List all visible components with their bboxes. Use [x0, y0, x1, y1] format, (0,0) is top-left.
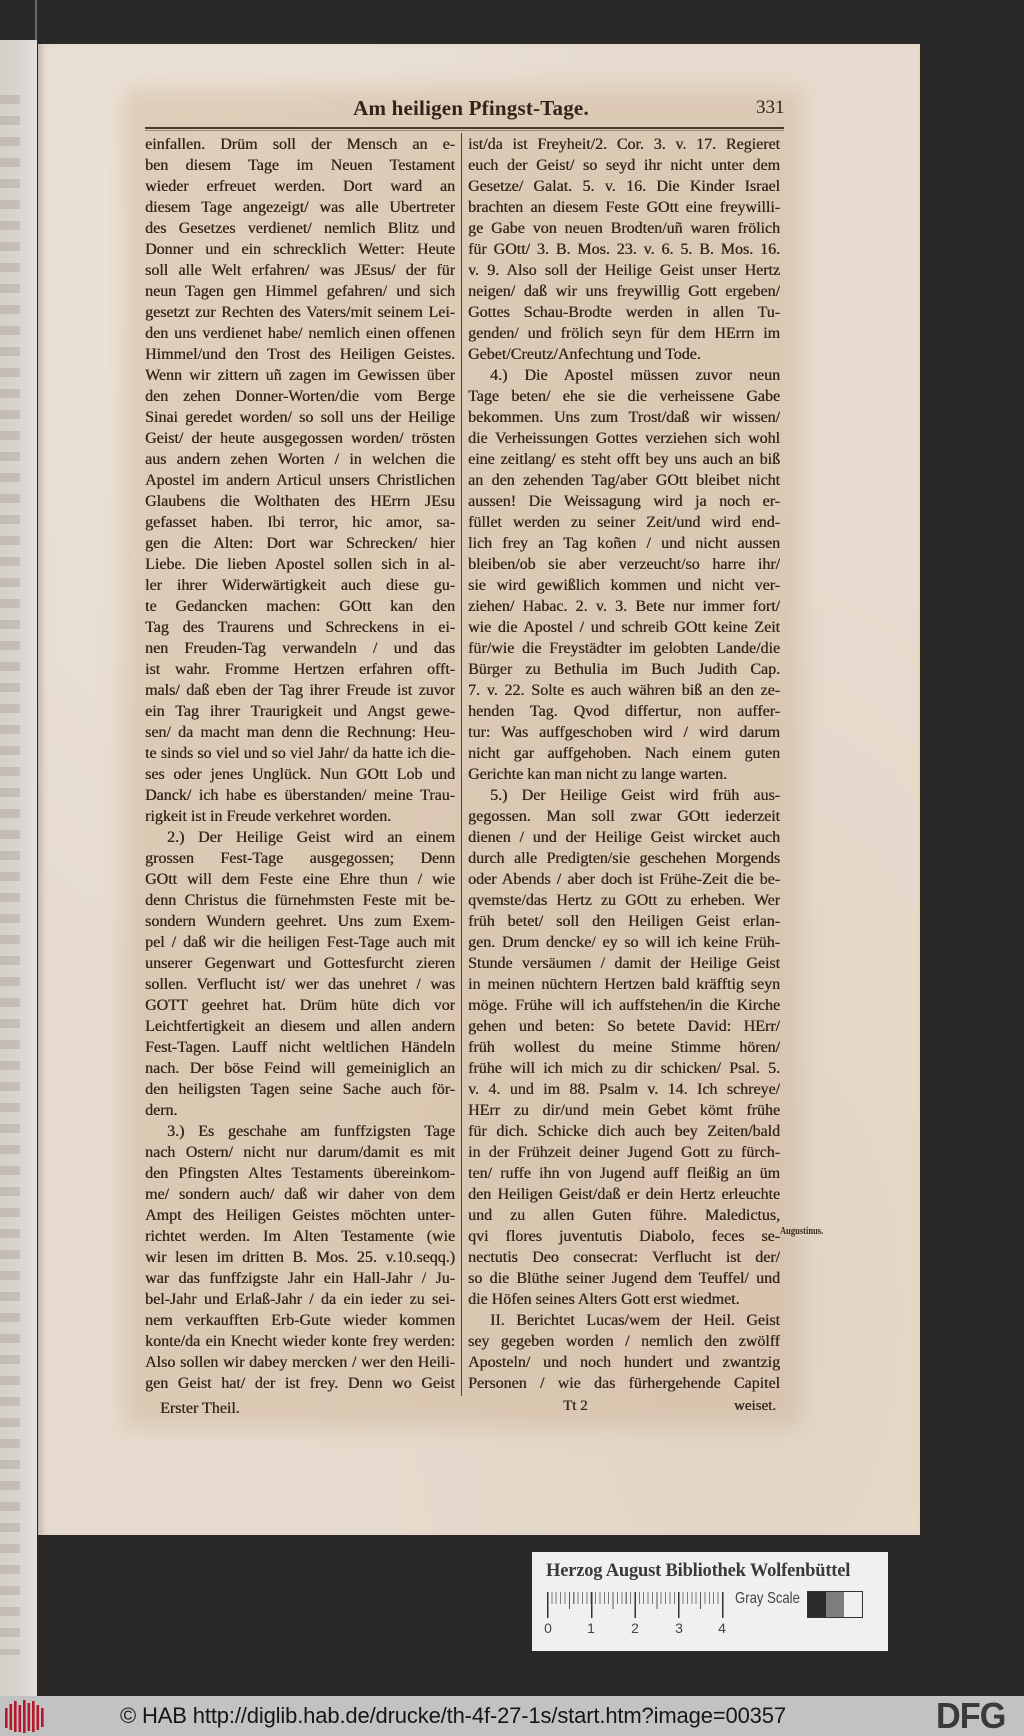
text-line: Apostel im andern Articul unsers Christlichen: [145, 472, 455, 489]
text-line: ler ihrer Widerwärtigkeit auch diese gu-: [145, 577, 455, 594]
text-line: nach. Der böse Feind will gemeiniglich an: [145, 1060, 455, 1077]
text-line: tur: Was auffgeschoben wird / wird darum: [468, 724, 780, 741]
text-line: Bürger zu Bethulia im Buch Judith Cap.: [468, 661, 780, 678]
text-line: sondern Wundern geehret. Uns zum Exem-: [145, 913, 455, 930]
text-line: wir lesen im dritten B. Mos. 25. v.10.seqq.): [145, 1249, 455, 1266]
text-line: sey gegeben worden / nemlich den zwölff: [468, 1333, 780, 1350]
text-line: rigkeit ist in Freude verkehret worden.: [145, 808, 392, 825]
text-line: den uns verdienet habe/ nemlich einen offenen: [145, 325, 455, 342]
text-line: GOtt will dem Feste eine Ehre thun / wie: [145, 871, 455, 888]
text-line: den Heiligen Geist/daß er dein Hertz erleuchte: [468, 1186, 780, 1203]
gray-swatch-white: [844, 1592, 862, 1617]
text-line: an den zehenden Tag/aber GOtt bleibet nicht: [468, 472, 780, 489]
right-column: [468, 134, 780, 1394]
text-line: Stunde versäumen / damit der Heilige Geist: [468, 955, 780, 972]
text-line: Fest-Tagen. Lauff nicht weltlichen Händeln: [145, 1039, 455, 1056]
section-start-line: II. Berichtet Lucas/wem der Heil. Geist: [490, 1312, 780, 1329]
text-line: gehen und beten: So betete David: HErr/: [468, 1018, 780, 1035]
text-line: GOTT geehret hat. Drüm hüte dich vor: [145, 997, 455, 1014]
text-line: richtet werden. Im Alten Testamente (wie: [145, 1228, 455, 1245]
text-line: Glaubens die Wolthaten des HErrn JEsu: [145, 493, 455, 510]
copyright-credit: © HAB http://diglib.hab.de/drucke/th-4f-27-1s/start.htm?image=00357: [120, 1703, 786, 1728]
institution-name: Herzog August Bibliothek Wolfenbüttel: [546, 1561, 851, 1581]
text-line: qvemste/das Hertz zu GOtt zu erheben. Wer: [468, 892, 780, 909]
scanner-glass-edge: [35, 0, 37, 1696]
text-line: für/wie die Freystädter im gelobten Lande/die: [468, 640, 780, 657]
text-line: einfallen. Drüm soll der Mensch an e-: [145, 136, 455, 153]
text-line: bleiben/ob sie aber verzeucht/so harre ihr/: [468, 556, 780, 573]
text-line: Tage beten/ ehe sie die verheissene Gabe: [468, 388, 780, 405]
text-line: Gesetze/ Galat. 5. v. 16. Die Kinder Israel: [468, 178, 780, 195]
text-line: so die Blüthe seiner Jugend dem Teuffel/ und: [468, 1270, 780, 1287]
text-line: Danck/ ich habe es überstanden/ meine Trau-: [145, 787, 455, 804]
text-line: gesetzt zur Rechten des Vaters/mit seinem Lei-: [145, 304, 455, 321]
section-start-line: 2.) Der Heilige Geist wird an einem: [167, 829, 455, 846]
text-line: oder Abends / aber doch ist Frühe-Zeit die be-: [468, 871, 780, 888]
text-line: den Pfingsten Altes Testaments übereinkom-: [145, 1165, 455, 1182]
ruler-label: 2: [631, 1620, 639, 1636]
text-line: lich frey an Tag koñen / und nicht aussen: [468, 535, 780, 552]
text-line: Donner und ein schrecklich Wetter: Heute: [145, 241, 455, 258]
ruler-label: 4: [718, 1620, 726, 1636]
text-line: ge Gabe von neuen Brodten/uñ waren frölich: [468, 220, 780, 237]
text-line: Gerichte kan man nicht zu lange warten.: [468, 766, 727, 783]
hab-logo-icon: [4, 1699, 48, 1734]
section-start-line: 5.) Der Heilige Geist wird früh aus-: [490, 787, 780, 804]
text-line: denn Christus die fürnehmsten Feste mit be-: [145, 892, 455, 909]
text-line: Gebet/Creutz/Anfechtung und Tode.: [468, 346, 701, 363]
text-line: unserer Gegenwart und Gottesfurcht zieren: [145, 955, 455, 972]
text-line: die Höfen seines Alters Gott erst wiedmet.: [468, 1291, 740, 1308]
text-line: Ampt des Heiligen Geistes möchten unter-: [145, 1207, 455, 1224]
text-line: ist/da ist Freyheit/2. Cor. 3. v. 17. Regieret: [468, 136, 780, 153]
text-line: mals/ daß eben der Tag ihrer Freude ist zuvor: [145, 682, 455, 699]
text-line: ben diesem Tage im Neuen Testament: [145, 157, 455, 174]
text-line: in meinen nüchtern Hertzen bald kräfftig seyn: [468, 976, 780, 993]
text-line: euch der Geist/ so seyd ihr nicht unter dem: [468, 157, 780, 174]
text-line: neigen/ daß wir uns freywillig Gott ergeben/: [468, 283, 780, 300]
text-line: brachten an diesem Feste GOtt eine freywilli-: [468, 199, 780, 216]
text-line: ten/ ruffe ihn von Jugend auff fleißig an üm: [468, 1165, 780, 1182]
text-line: früh wollest du meine Stimme hören/: [468, 1039, 780, 1056]
text-line: Personen / wie das fürhergehende Capitel: [468, 1375, 780, 1392]
text-line: henden Tag. Qvod differtur, non auffer-: [468, 703, 780, 720]
text-line: für dich. Schicke dich auch bey Zeiten/bald: [468, 1123, 780, 1140]
text-line: gen die Alten: Dort war Schrecken/ hier: [145, 535, 455, 552]
header-rule-shadow: [145, 130, 784, 131]
text-line: ziehen/ Habac. 2. v. 3. Bete nur immer fort/: [468, 598, 780, 615]
text-line: sen/ da macht man denn die Rechnung: Heu-: [145, 724, 455, 741]
text-line: grossen Fest-Tage ausgegossen; Denn: [145, 850, 455, 867]
text-line: gefasset haben. Ibi terror, hic amor, sa-: [145, 514, 455, 531]
text-line: war das funffzigste Jahr ein Hall-Jahr / Ju-: [145, 1270, 455, 1287]
text-line: ist wahr. Fromme Hertzen erfahren offt-: [145, 661, 455, 678]
text-line: sie wird gewißlich kommen und nicht ver-: [468, 577, 780, 594]
text-line: frühe will ich mich zu dir schicken/ Psal. 5.: [468, 1060, 780, 1077]
text-line: sollen. Verflucht ist/ wer das unehret / was: [145, 976, 455, 993]
left-column: [145, 134, 455, 1394]
text-line: Also sollen wir dabey mercken / wer den Heili-: [145, 1354, 455, 1371]
text-line: wieder erfreuet werden. Dort ward an: [145, 178, 455, 195]
running-head: Am heiligen Pfingst-Tage.: [353, 96, 589, 120]
text-line: dienen / und der Heilige Geist wircket auch: [468, 829, 780, 846]
text-line: nectutis Deo consecrat: Verflucht ist der/: [468, 1249, 780, 1266]
text-line: nach Ostern/ nicht nur darum/damit es mit: [145, 1144, 455, 1161]
text-line: des Gesetzes verdienet/ nemlich Blitz und: [145, 220, 455, 237]
text-line: Himmel/und den Trost des Heiligen Geistes.: [145, 346, 455, 363]
text-line: früh betet/ soll den Heiligen Geist erlan-: [468, 913, 780, 930]
catchword: weiset.: [733, 1398, 776, 1414]
text-line: ein Tag ihrer Traurigkeit und Angst gewe-: [145, 703, 455, 720]
text-line: gen Geist hat/ der ist frey. Denn wo Geist: [145, 1375, 455, 1392]
gray-swatch-mid: [826, 1592, 844, 1617]
text-line: nicht gar auffgehoben. Nach einem guten: [468, 745, 780, 762]
text-line: genden/ und frölich seyn für dem HErrn im: [468, 325, 780, 342]
text-line: Gottes Schau-Brodte werden in allen Tu-: [468, 304, 780, 321]
text-line: füllet werden zu seiner Zeit/und wird end-: [468, 514, 780, 531]
section-start-line: 4.) Die Apostel müssen zuvor neun: [490, 367, 780, 384]
ruler-scale: [547, 1592, 724, 1618]
text-line: v. 9. Also soll der Heilige Geist unser Hertz: [468, 262, 780, 279]
text-line: HErr zu dir/und mein Gebet kömt frühe: [468, 1102, 780, 1119]
text-line: diesem Tage angezeigt/ was alle Ubertreter: [145, 199, 455, 216]
volume-label: Erster Theil.: [160, 1400, 240, 1417]
ruler-label: 1: [587, 1620, 595, 1636]
text-line: die Verheissungen Gottes verziehen sich wohl: [468, 430, 780, 447]
text-line: Tag des Traurens und Schreckens in ei-: [145, 619, 455, 636]
text-line: pel / daß wir die heiligen Fest-Tage auch mit: [145, 934, 455, 951]
text-line: Aposteln/ und noch hundert und zwantzig: [468, 1354, 780, 1371]
header-rule: [145, 127, 784, 129]
text-line: gegossen. Man soll zwar GOtt iederzeit: [468, 808, 780, 825]
section-start-line: 3.) Es geschahe am funffzigsten Tage: [167, 1123, 455, 1140]
ruler-label: 0: [544, 1620, 552, 1636]
gray-swatch-black: [808, 1592, 826, 1617]
text-line: durch alle Predigten/sie geschehen Morgends: [468, 850, 780, 867]
text-line: Leichtfertigkeit an diesem und allen andern: [145, 1018, 455, 1035]
dfg-logo: DFG: [936, 1695, 1006, 1736]
text-line: den heiligsten Tagen seine Sache auch för-: [145, 1081, 455, 1098]
text-line: dern.: [145, 1102, 178, 1119]
text-line: me/ sondern auch/ daß wir daher von dem: [145, 1186, 455, 1203]
text-line: Wenn wir zittern uñ zagen im Gewissen über: [145, 367, 455, 384]
text-line: te Gedancken machen: GOtt kan den: [145, 598, 455, 615]
text-line: eine zeitlang/ es steht offt bey uns auch an biß: [468, 451, 780, 468]
text-line: te sinds so viel und so viel Jahr/ da hatte ich die-: [145, 745, 455, 762]
text-line: für GOtt/ 3. B. Mos. 23. v. 6. 5. B. Mos. 16.: [468, 241, 780, 258]
text-line: gen. Drum dencke/ ey so will ich keine Früh-: [468, 934, 780, 951]
text-line: möge. Frühe will ich auffstehen/in die Kirche: [468, 997, 780, 1014]
text-line: nen Freuden-Tag verwandeln / und das: [145, 640, 455, 657]
text-line: neun Tagen gen Himmel gefahren/ und sich: [145, 283, 455, 300]
ruler-major-ticks: [547, 1592, 724, 1618]
text-line: und zu allen Guten führe. Maledictus,: [468, 1207, 780, 1224]
text-line: qvi flores juventutis Diabolo, feces se-: [468, 1228, 780, 1245]
text-line: soll alle Welt erfahren/ was JEsus/ der für: [145, 262, 455, 279]
page-number: 331: [756, 97, 785, 118]
text-line: v. 4. und im 88. Psalm v. 14. Ich schreye/: [468, 1081, 780, 1098]
text-line: bekommen. Uns zum Trost/daß wir wissen/: [468, 409, 780, 426]
text-line: 7. v. 22. Solte es auch währen biß an den ze-: [468, 682, 780, 699]
text-line: Liebe. Die lieben Apostel sollen sich in al-: [145, 556, 455, 573]
margin-note: Augustinus.: [780, 1226, 824, 1237]
column-divider: [461, 133, 462, 1396]
gray-scale-label: Gray Scale: [735, 1590, 800, 1607]
text-line: ses oder jenes Unglück. Nun GOtt Lob und: [145, 766, 455, 783]
text-line: nem verkaufften Erb-Gute wieder kommen: [145, 1312, 455, 1329]
text-line: konte/da ein Knecht wieder konte frey werden:: [145, 1333, 455, 1350]
text-line: den zehen Donner-Worten/die vom Berge: [145, 388, 455, 405]
text-line: Geist/ der heute ausgegossen worden/ trösten: [145, 430, 455, 447]
text-line: bel-Jahr und Erlaß-Jahr / da ein ieder zu sei-: [145, 1291, 455, 1308]
ruler-label: 3: [675, 1620, 683, 1636]
text-line: wie die Apostel / und schreib GOtt keine Zeit: [468, 619, 780, 636]
previous-page-text-bleed: [0, 95, 20, 1655]
text-line: in der Frühzeit deiner Jugend Gott zu fürch-: [468, 1144, 780, 1161]
signature-mark: Tt 2: [563, 1398, 588, 1414]
text-line: aus andern zehen Worten / in welchen die: [145, 451, 455, 468]
text-line: aussen! Die Weissagung wird ja noch er-: [468, 493, 780, 510]
gray-scale-swatch: [807, 1591, 863, 1618]
text-line: Sinai geredet worden/ so soll uns der Heilige: [145, 409, 455, 426]
